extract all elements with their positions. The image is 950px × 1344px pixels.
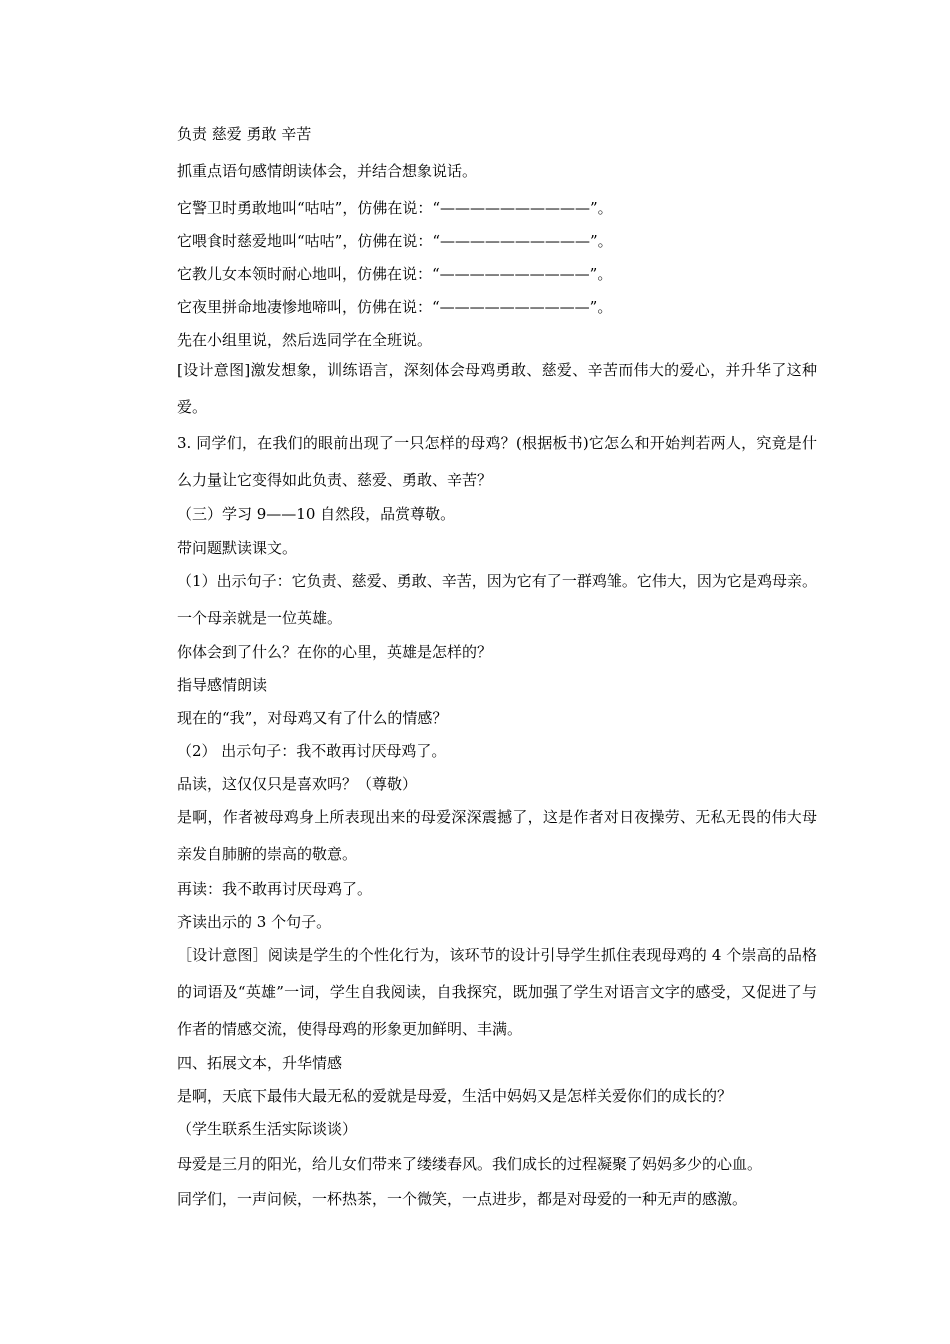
text-line: 你体会到了什么？在你的心里，英雄是怎样的？	[177, 643, 493, 661]
text-line: 抓重点语句感情朗读体会，并结合想象说话。	[177, 162, 478, 180]
text-line: 它夜里拼命地凄惨地啼叫，仿佛在说：“——————————”。	[177, 298, 613, 316]
text-line: 再读：我不敢再讨厌母鸡了。	[177, 880, 373, 898]
text-line: 齐读出示的 3 个句子。	[177, 913, 332, 931]
text-line: 品读，这仅仅只是喜欢吗？（尊敬）	[177, 775, 418, 793]
text-line: 是啊，天底下最伟大最无私的爱就是母爱，生活中妈妈又是怎样关爱你们的成长的？	[177, 1087, 733, 1105]
text-line: 现在的“我”，对母鸡又有了什么的情感？	[177, 709, 448, 727]
text-line: 它教儿女本领时耐心地叫，仿佛在说：“——————————”。	[177, 265, 613, 283]
text-line: 先在小组里说，然后选同学在全班说。	[177, 331, 433, 349]
text-line: 负责 慈爱 勇敢 辛苦	[177, 125, 312, 143]
design-intent-paragraph: [设计意图]激发想象，训练语言，深刻体会母鸡勇敢、慈爱、辛苦而伟大的爱心，并升华了这种爱。	[177, 361, 817, 416]
text-line: 指导感情朗读	[177, 676, 268, 694]
text-line: 它警卫时勇敢地叫“咕咕”，仿佛在说：“——————————”。	[177, 199, 613, 217]
text-paragraph: 3. 同学们，在我们的眼前出现了一只怎样的母鸡？(根据板书)它怎么和开始判若两人，究竟是什么力量让它变得如此负责、慈爱、勇敢、辛苦？	[177, 434, 817, 489]
section-heading: （三）学习 9——10 自然段，品赏尊敬。	[177, 505, 456, 523]
text-line: 它喂食时慈爱地叫“咕咕”，仿佛在说：“——————————”。	[177, 232, 613, 250]
text-line: 母爱是三月的阳光，给儿女们带来了缕缕春风。我们成长的过程凝聚了妈妈多少的心血。	[177, 1155, 763, 1173]
text-line: 同学们，一声问候，一杯热茶，一个微笑，一点进步，都是对母爱的一种无声的感激。	[177, 1190, 748, 1208]
text-paragraph: （1）出示句子：它负责、慈爱、勇敢、辛苦，因为它有了一群鸡雏。它伟大，因为它是鸡母亲。一个母亲就是一位英雄。	[177, 572, 817, 627]
text-line: （学生联系生活实际谈谈）	[177, 1120, 358, 1138]
text-paragraph: 是啊，作者被母鸡身上所表现出来的母爱深深震撼了，这是作者对日夜操劳、无私无畏的伟大母亲发自肺腑的崇高的敬意。	[177, 808, 817, 863]
text-line: 带问题默读课文。	[177, 539, 298, 557]
text-line: （2） 出示句子：我不敢再讨厌母鸡了。	[177, 742, 447, 760]
section-heading: 四、拓展文本，升华情感	[177, 1054, 343, 1072]
design-intent-paragraph: ［设计意图］阅读是学生的个性化行为，该环节的设计引导学生抓住表现母鸡的 4 个崇高的品格的词语及“英雄”一词，学生自我阅读，自我探究，既加强了学生对语言文字的感受，又促进了与作者的情感交流，使得母鸡的形象更加鲜明、丰满。	[177, 946, 817, 1038]
